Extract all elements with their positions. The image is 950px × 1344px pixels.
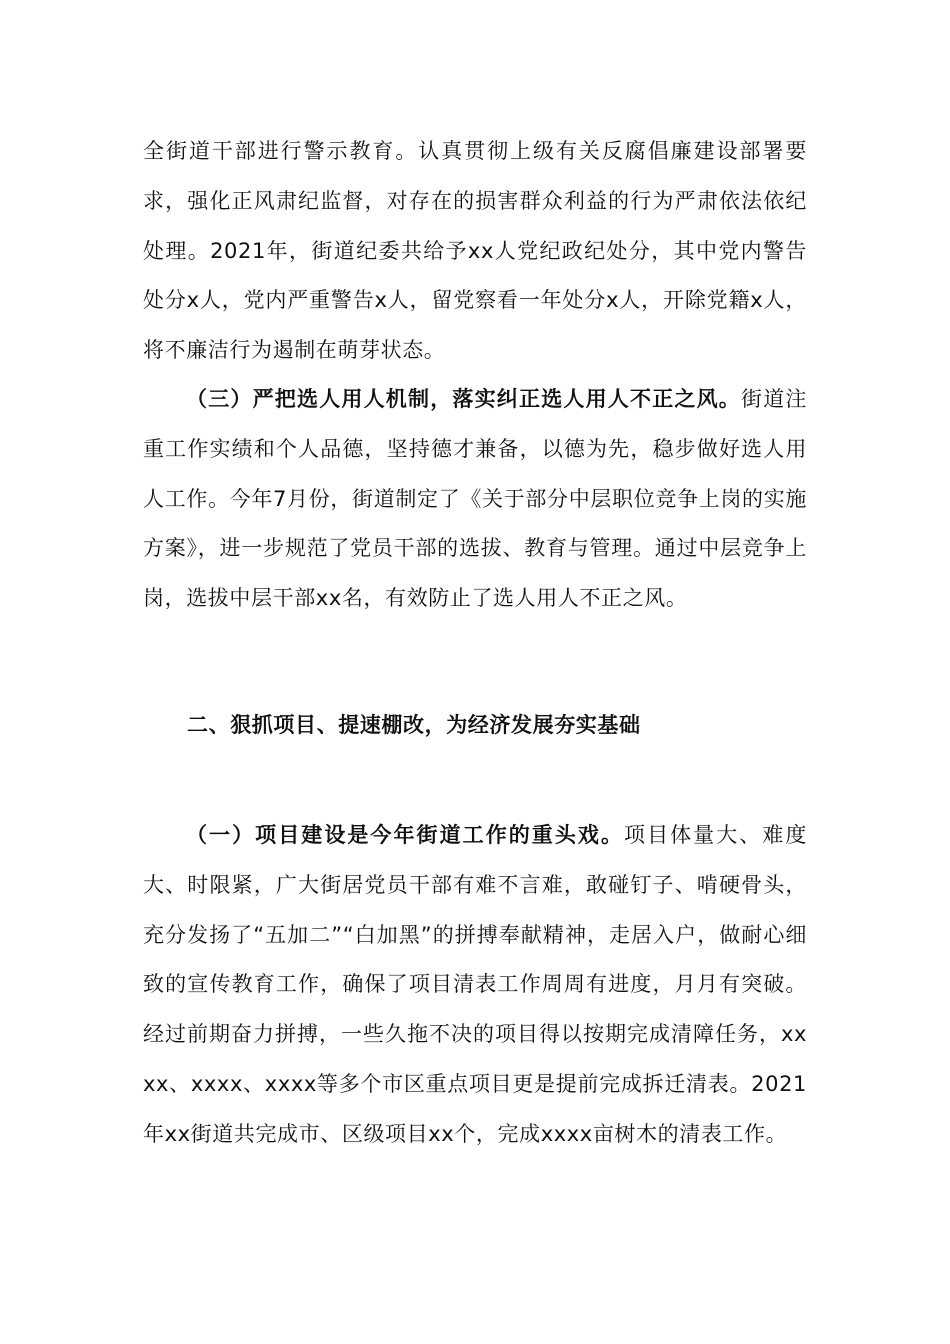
paragraph-text: 全街道干部进行警示教育。认真贯彻上级有关反腐倡廉建设部署要求，强化正风肃纪监督，对存在的损害群众利益的行为严肃依法依纪处理。2021年，街道纪委共给予xx人党纪政纪处分，其中党内警告处分x人，党内严重警告x人，留党察看一年处分x人，开除党籍x人，将不廉洁行为遏制在萌芽状态。 [143,139,807,363]
paragraph-text: 街道注重工作实绩和个人品德，坚持德才兼备，以德为先，稳步做好选人用人工作。今年7月份，街道制定了《关于部分中层职位竞争上岗的实施方案》，进一步规范了党员干部的选拔、教育与管理。通过中层竞争上岗，选拔中层干部xx名，有效防止了选人用人不正之风。 [143,387,807,611]
paragraph-lead-heading: （三）严把选人用人机制，落实纠正选人用人不正之风。 [186,387,741,411]
paragraph-project-construction [143,811,807,1160]
paragraph-lead-heading: （一）项目建设是今年街道工作的重头戏。 [186,823,625,847]
section-heading: 二、狠抓项目、提速棚改，为经济发展夯实基础 [187,713,641,737]
paragraph-discipline-education [143,127,807,376]
paragraph-personnel-selection [143,375,807,624]
paragraph-text: 项目体量大、难度大、时限紧，广大街居党员干部有难不言难，敢碰钉子、啃硬骨头，充分发扬了“五加二”“白加黑”的拼搏奉献精神，走居入户，做耐心细致的宣传教育工作，确保了项目清表工作周周有进度，月月有突破。经过前期奋力拼搏，一些久拖不决的项目得以按期完成清障任务，xxxx、xxxx、xxxx等多个市区重点项目更是提前完成拆迁清表。2021年xx街道共完成市、区级项目xx个，完成xxxx亩树木的清表工作。 [143,823,807,1146]
